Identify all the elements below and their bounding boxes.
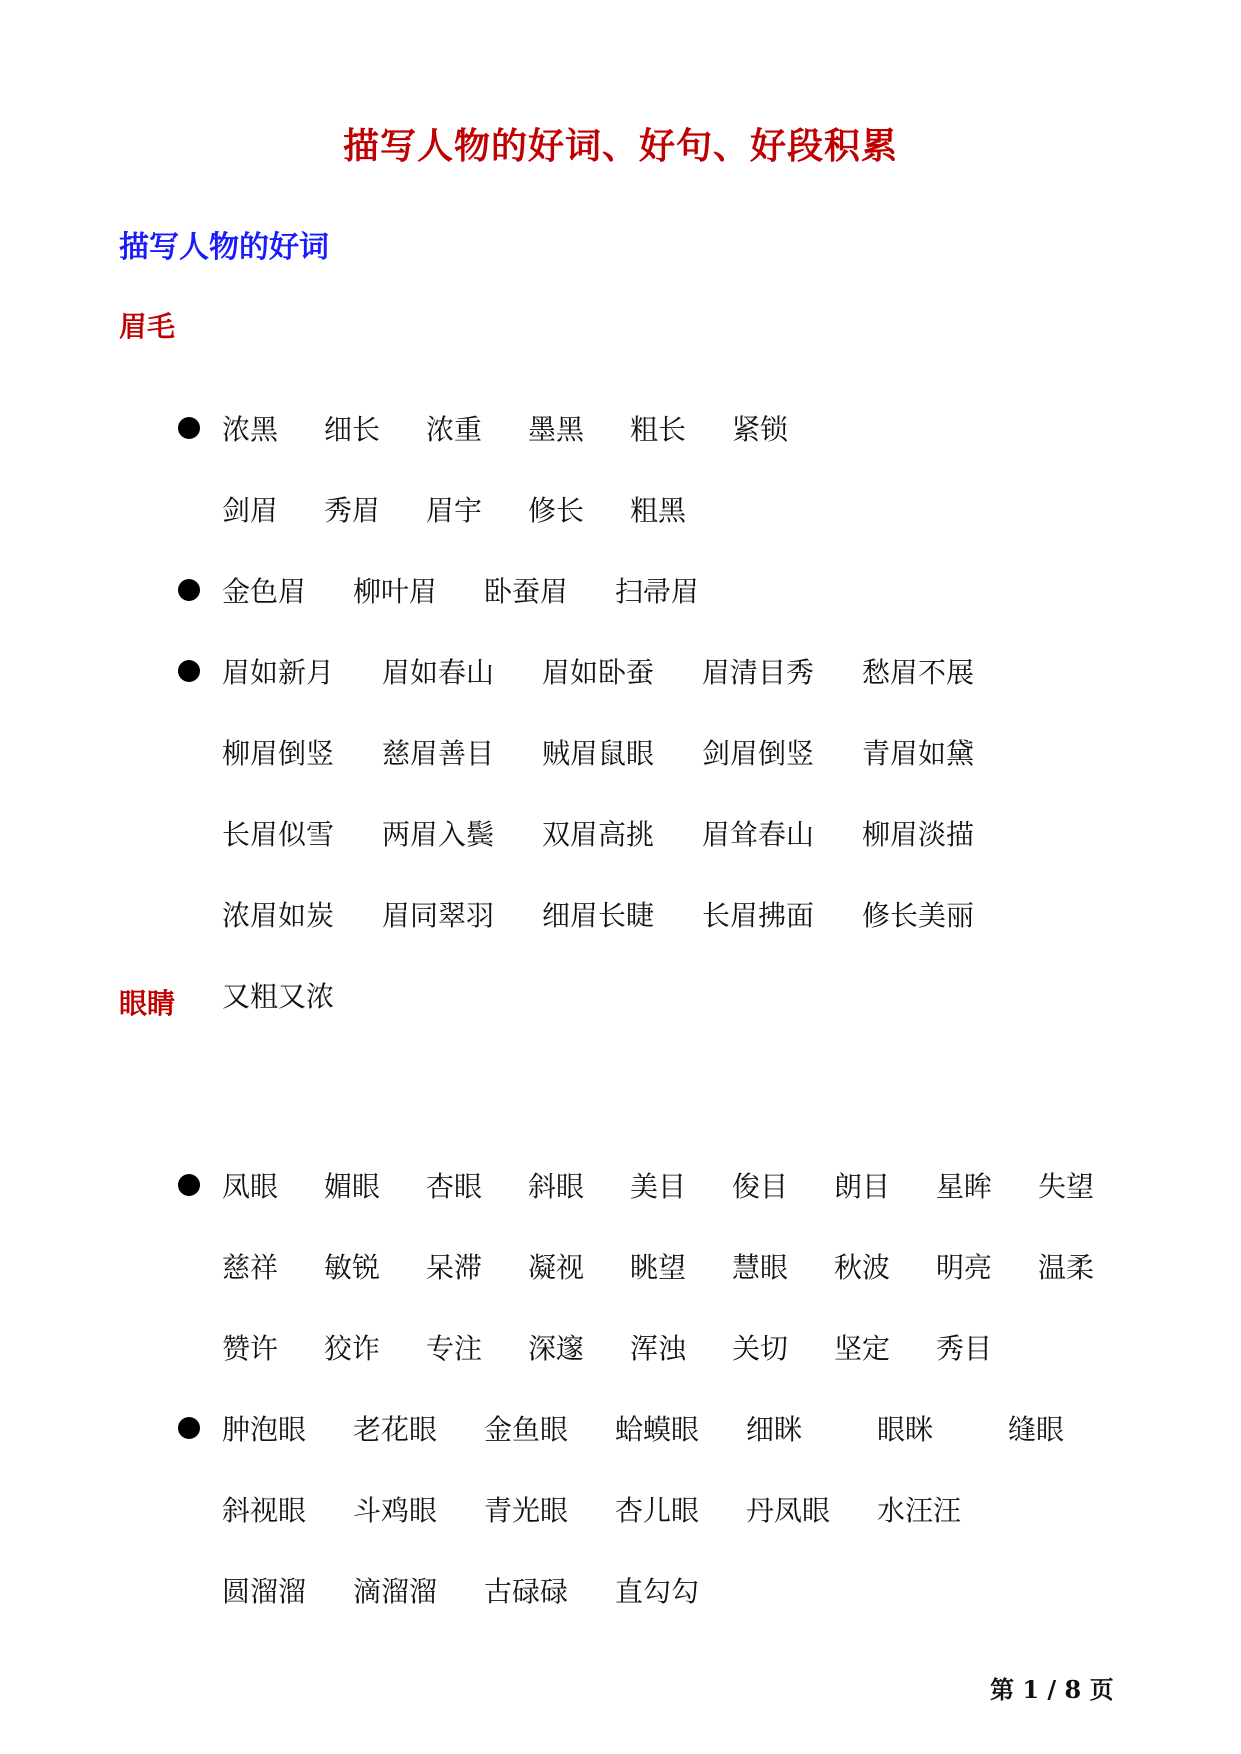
section-title: 描写人物的好词 <box>119 230 329 265</box>
word: 呆滞 <box>426 1251 483 1284</box>
word: 细眯 <box>746 1413 803 1446</box>
word: 剑眉倒竖 <box>702 737 815 770</box>
word: 眉如新月 <box>222 656 335 689</box>
word: 斗鸡眼 <box>353 1494 438 1527</box>
word: 柳叶眉 <box>353 575 438 608</box>
word: 眼眯 <box>877 1413 934 1446</box>
word: 青光眼 <box>484 1494 569 1527</box>
word: 专注 <box>426 1332 483 1365</box>
word: 墨黑 <box>528 413 585 446</box>
word: 浓黑 <box>222 413 279 446</box>
word: 剑眉 <box>222 494 279 527</box>
subhead-eyebrows: 眉毛 <box>119 310 176 343</box>
word: 秀眉 <box>324 494 381 527</box>
word: 浑浊 <box>630 1332 687 1365</box>
word: 扫帚眉 <box>615 575 700 608</box>
word: 眉耸春山 <box>702 818 815 851</box>
word: 赞许 <box>222 1332 279 1365</box>
word: 狡诈 <box>324 1332 381 1365</box>
word: 愁眉不展 <box>862 656 975 689</box>
word: 杏眼 <box>426 1170 483 1203</box>
word: 凝视 <box>528 1251 585 1284</box>
word: 深邃 <box>528 1332 585 1365</box>
word: 古碌碌 <box>484 1575 569 1608</box>
word: 秀目 <box>936 1332 993 1365</box>
word: 眉宇 <box>426 494 483 527</box>
word: 两眉入鬓 <box>382 818 495 851</box>
word: 浓眉如炭 <box>222 899 335 932</box>
word: 敏锐 <box>324 1251 381 1284</box>
word: 秋波 <box>834 1251 891 1284</box>
page-title: 描写人物的好词、好句、好段积累 <box>342 125 898 167</box>
word: 眉如春山 <box>382 656 495 689</box>
word: 青眉如黛 <box>862 737 975 770</box>
word: 双眉高挑 <box>542 818 655 851</box>
word: 长眉拂面 <box>702 899 815 932</box>
word: 慧眼 <box>732 1251 789 1284</box>
word: 粗长 <box>630 413 687 446</box>
word: 眉如卧蚕 <box>542 656 655 689</box>
word: 细眉长睫 <box>542 899 655 932</box>
word: 坚定 <box>834 1332 891 1365</box>
word: 浓重 <box>426 413 483 446</box>
word: 滴溜溜 <box>353 1575 438 1608</box>
word: 卧蚕眉 <box>484 575 569 608</box>
word: 蛤蟆眼 <box>615 1413 700 1446</box>
word: 长眉似雪 <box>222 818 335 851</box>
word: 柳眉倒竖 <box>222 737 335 770</box>
word: 水汪汪 <box>877 1494 962 1527</box>
subhead-eyes: 眼睛 <box>119 987 176 1020</box>
word: 缝眼 <box>1008 1413 1065 1446</box>
bullet-icon <box>178 1417 200 1439</box>
word: 粗黑 <box>630 494 687 527</box>
word: 温柔 <box>1038 1251 1095 1284</box>
word: 慈祥 <box>222 1251 279 1284</box>
word: 星眸 <box>936 1170 993 1203</box>
bullet-icon <box>178 660 200 682</box>
word: 紧锁 <box>732 413 789 446</box>
word: 眉同翠羽 <box>382 899 495 932</box>
word: 圆溜溜 <box>222 1575 307 1608</box>
word: 杏儿眼 <box>615 1494 700 1527</box>
word: 失望 <box>1038 1170 1095 1203</box>
word: 慈眉善目 <box>382 737 495 770</box>
word: 细长 <box>324 413 381 446</box>
word: 美目 <box>630 1170 687 1203</box>
bullet-icon <box>178 417 200 439</box>
word: 媚眼 <box>324 1170 381 1203</box>
word: 斜视眼 <box>222 1494 307 1527</box>
word: 直勾勾 <box>615 1575 700 1608</box>
word: 丹凤眼 <box>746 1494 831 1527</box>
word: 肿泡眼 <box>222 1413 307 1446</box>
word: 关切 <box>732 1332 789 1365</box>
word: 明亮 <box>936 1251 993 1284</box>
word: 金鱼眼 <box>484 1413 569 1446</box>
bullet-icon <box>178 579 200 601</box>
word: 贼眉鼠眼 <box>542 737 655 770</box>
word: 眺望 <box>630 1251 687 1284</box>
word: 凤眼 <box>222 1170 279 1203</box>
word: 金色眉 <box>222 575 307 608</box>
word: 柳眉淡描 <box>862 818 975 851</box>
word: 朗目 <box>834 1170 891 1203</box>
word: 又粗又浓 <box>222 980 335 1013</box>
word: 老花眼 <box>353 1413 438 1446</box>
page-number: 第 1 / 8 页 <box>990 1675 1114 1704</box>
word: 修长美丽 <box>862 899 975 932</box>
word: 修长 <box>528 494 585 527</box>
word: 斜眼 <box>528 1170 585 1203</box>
word: 眉清目秀 <box>702 656 815 689</box>
word: 俊目 <box>732 1170 789 1203</box>
bullet-icon <box>178 1174 200 1196</box>
